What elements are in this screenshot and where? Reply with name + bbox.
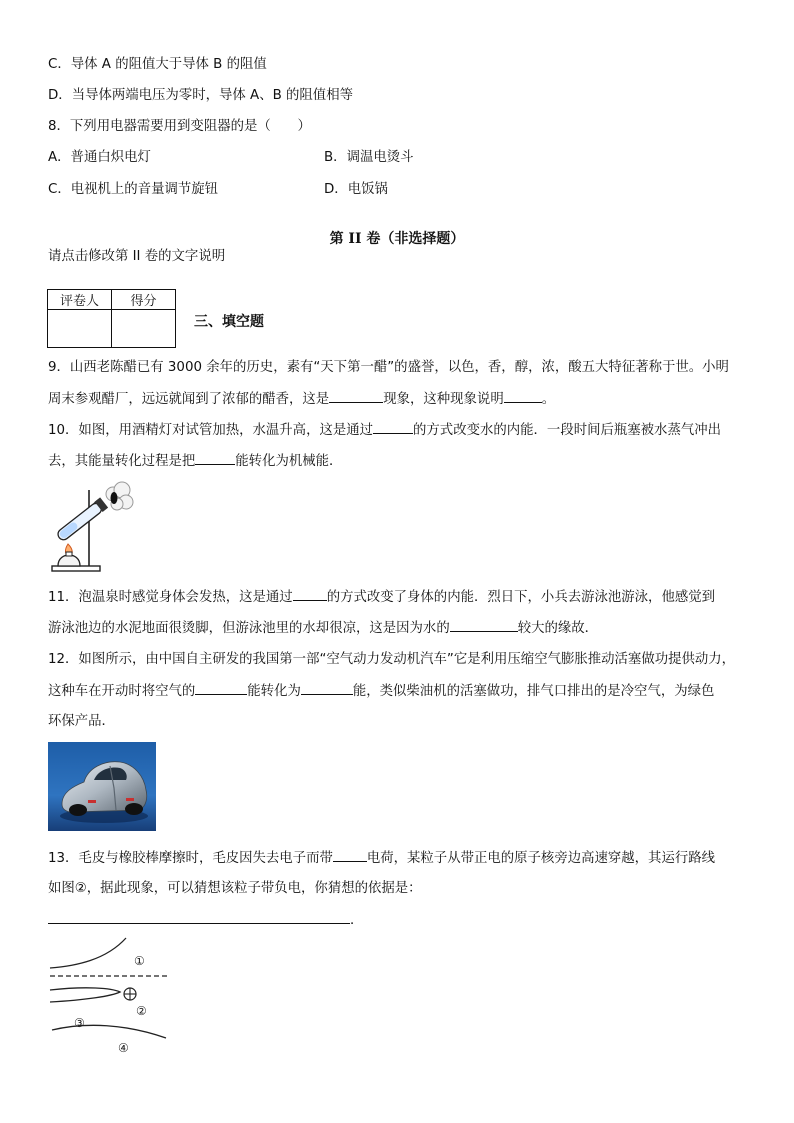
q10-text-b: 的方式改变水的内能．一段时间后瓶塞被水蒸气冲出 — [413, 423, 722, 438]
q9-text-c: 。 — [541, 392, 556, 407]
q12-blank-1 — [195, 682, 247, 695]
q13-line1 — [48, 849, 715, 868]
label-2: ② — [136, 1004, 147, 1018]
q9-text-b: 现象，这种现象说明 — [383, 392, 504, 407]
grader-header: 评卷人 — [48, 290, 112, 310]
q12-blank-2 — [301, 682, 353, 695]
q10-text-a: 10．如图，用酒精灯对试管加热，水温升高，这是通过 — [48, 423, 374, 438]
q12-line3: 环保产品． — [48, 714, 115, 729]
particle-trajectory-diagram — [46, 930, 174, 1060]
part2-note: 请点击修改第 II 卷的文字说明 — [48, 249, 226, 264]
q8-option-b: B．调温电烫斗 — [324, 150, 414, 165]
q13-period: ． — [350, 913, 364, 928]
q10-line2 — [48, 452, 342, 471]
score-table — [47, 289, 176, 348]
q10-blank-1 — [373, 421, 413, 434]
q8-option-d: D．电饭锅 — [324, 182, 388, 197]
q11-text-b: 的方式改变了身体的内能．烈日下，小兵去游泳池游泳，他感觉到 — [326, 590, 716, 605]
q13-line3 — [48, 911, 363, 930]
q12-text-c: 能，类似柴油机的活塞做功，排气口排出的是冷空气，为绿色 — [352, 684, 715, 699]
q10-blank-2 — [195, 452, 235, 465]
q10-line1 — [48, 421, 721, 440]
trajectory-1 — [50, 938, 126, 968]
q8-option-a: A．普通白炽电灯 — [48, 150, 151, 165]
q13-text-a: 13．毛皮与橡胶棒摩擦时，毛皮因失去电子而带 — [48, 851, 333, 866]
q8-stem: 8．下列用电器需要用到变阻器的是（ ） — [48, 119, 311, 134]
air-powered-car-image — [48, 742, 156, 831]
q13-line2: 如图②，据此现象，可以猜想该粒子带负电，你猜想的依据是： — [48, 881, 422, 896]
q12-line2 — [48, 682, 714, 701]
q10-text-d: 能转化为机械能． — [235, 454, 343, 469]
test-tube-heating-figure — [46, 480, 136, 576]
q7-option-d: D．当导体两端电压为零时，导体 A、B 的阻值相等 — [48, 88, 353, 103]
q9-blank-1 — [329, 390, 383, 403]
q13-answer-blank — [48, 911, 350, 924]
q12-line1: 12．如图所示，由中国自主研发的我国第一部“空气动力发动机汽车”它是利用压缩空气膨胀推动活塞做功提供动力， — [48, 652, 736, 667]
q11-blank-1 — [293, 588, 327, 601]
q9-blank-2 — [504, 390, 542, 403]
q11-blank-2 — [450, 619, 518, 632]
label-1: ① — [134, 954, 145, 968]
grader-cell — [48, 310, 112, 348]
score-cell — [112, 310, 176, 348]
trajectory-3 — [52, 1025, 166, 1038]
q12-text-b: 能转化为 — [247, 684, 301, 699]
q11-text-c: 游泳池边的水泥地面很烫脚，但游泳池里的水却很凉，这是因为水的 — [48, 621, 450, 636]
trajectory-2 — [50, 988, 120, 1002]
q9-line1: 9．山西老陈醋已有 3000 余年的历史，素有“天下第一醋”的盛誉，以色，香，醇，浓，酸五大特征著称于世。小明 — [48, 360, 729, 375]
q13-blank-1 — [333, 849, 367, 862]
q12-text-a: 这种车在开动时将空气的 — [48, 684, 196, 699]
q11-text-a: 11．泡温泉时感觉身体会发热，这是通过 — [48, 590, 293, 605]
q11-text-d: 较大的缘故． — [517, 621, 599, 636]
q10-text-c: 去，其能量转化过程是把 — [48, 454, 196, 469]
label-4: ④ — [118, 1041, 129, 1055]
q11-line2 — [48, 619, 598, 638]
q9-text-a: 周末参观醋厂，远远就闻到了浓郁的醋香，这是 — [48, 392, 330, 407]
q7-option-c: C．导体 A 的阻值大于导体 B 的阻值 — [48, 57, 267, 72]
label-3: ③ — [74, 1016, 85, 1030]
q13-text-b: 电荷，某粒子从带正电的原子核旁边高速穿越，其运行路线 — [366, 851, 716, 866]
q11-line1 — [48, 588, 715, 607]
q9-line2 — [48, 390, 555, 409]
section-fill-in-title: 三、填空题 — [194, 314, 264, 330]
q8-option-c: C．电视机上的音量调节旋钮 — [48, 182, 219, 197]
score-header: 得分 — [112, 290, 176, 310]
part2-title: 第 II 卷（非选择题） — [329, 231, 465, 247]
